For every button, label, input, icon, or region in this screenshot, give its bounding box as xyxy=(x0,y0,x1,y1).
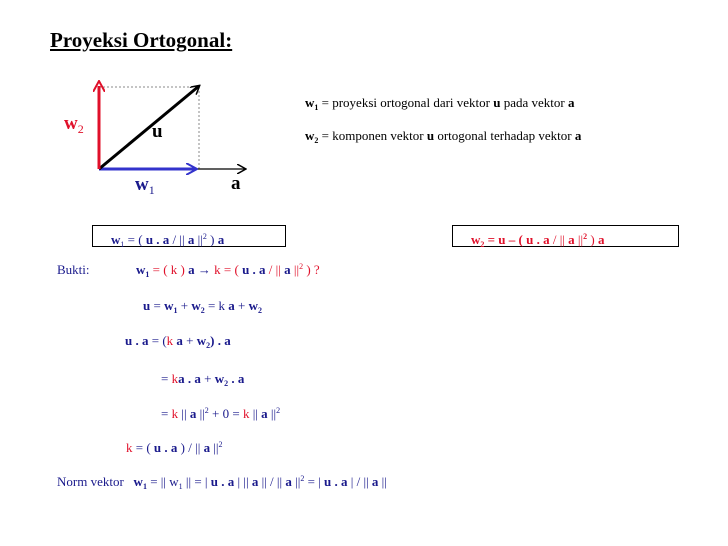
norm-line: Norm vektor $w_1$ = || $w_1$ || = | u . a | || a || / || a $||^2$ = | u . a | / || a || xyxy=(57,474,387,491)
proof-line-6: k = ( u . a ) / || a $||^2$ xyxy=(126,440,223,455)
proof-line-5: = k || a $||^2 + 0 = k$ || a $||^2$ xyxy=(161,406,281,421)
a-vector-label: a xyxy=(231,173,241,194)
formula-w1-box: $w_1$ = ( u . a / || a $||^2$ ) a xyxy=(92,225,286,247)
proof-line-3: u . a = (k $a + w_2$) . a xyxy=(125,333,231,350)
u-vector-label: u xyxy=(152,121,163,142)
w2-vector-label: $w_2$ xyxy=(64,113,84,136)
w1-vector-label: $w_1$ xyxy=(135,174,155,197)
proof-line-1: $w_1$ = ( k ) a → k = ( u . a / || a $||^2$ ) ? xyxy=(136,262,320,279)
page-title: Proyeksi Ortogonal: xyxy=(50,28,233,52)
proof-label: Bukti: xyxy=(57,262,90,277)
formula-w2-box: $w_2 = u$ – ( u . a / || a $||^2$ ) a xyxy=(452,225,679,247)
proof-line-2: $u = w_1 + w_2 = k$ $a + w_2$ xyxy=(143,298,263,315)
u-vector-arrow xyxy=(99,86,199,169)
definition-w1: $w_1$ = proyeksi ortogonal dari vektor u pada vektor a xyxy=(305,95,575,112)
definition-w2: $w_2$ = komponen vektor u ortogonal terhadap vektor a xyxy=(305,128,582,145)
proof-line-4: = ka . $a + w_2$ . a xyxy=(161,371,245,388)
